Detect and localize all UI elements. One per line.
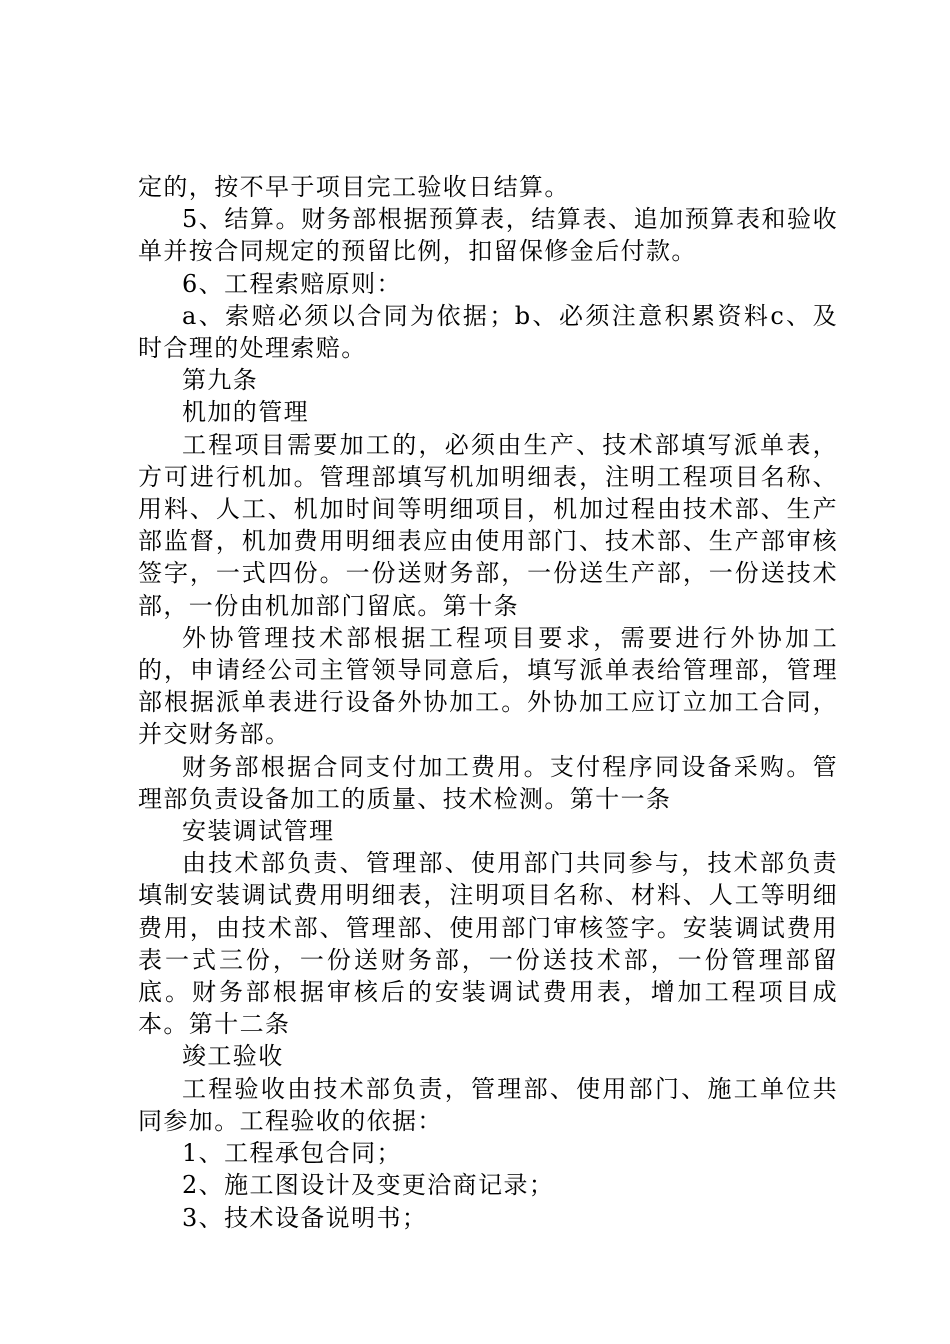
list-item-contract: 1、工程承包合同； [182, 1139, 402, 1168]
paragraph-installation-body: 由技术部负责、管理部、使用部门共同参与，技术部负责填制安装调试费用明细表，注明项目名称、材料、人工等明细费用，由技术部、管理部、使用部门审核签字。安装调试费用表一式三份，一份送财务部，一份送技术部，一份管理部留底。财务部根据审核后的安装调试费用表，增加工程项目成本。第十二条 [138, 849, 838, 1039]
list-item-equipment-manual: 3、技术设备说明书； [182, 1203, 428, 1232]
paragraph-claims-principles: a、索赔必须以合同为依据；b、必须注意积累资料c、及时合理的处理索赔。 [138, 301, 838, 363]
paragraph-item-5-settlement: 5、结算。财务部根据预算表，结算表、追加预算表和验收单并按合同规定的预留比例，扣留保修金后付款。 [138, 205, 838, 266]
paragraph-item-6-claims: 6、工程索赔原则： [182, 269, 402, 298]
section-title-completion-acceptance: 竣工验收 [182, 1042, 284, 1071]
section-title-installation: 安装调试管理 [182, 817, 335, 846]
paragraph-settlement-timing: 定的，按不早于项目完工验收日结算。 [138, 173, 570, 201]
list-item-design-changes: 2、施工图设计及变更洽商记录； [182, 1171, 555, 1200]
document-body [138, 171, 838, 1234]
article-heading-9: 第九条 [182, 366, 259, 395]
paragraph-acceptance-basis: 工程验收由技术部负责，管理部、使用部门、施工单位共同参加。工程验收的依据： [138, 1074, 838, 1135]
section-title-machining: 机加的管理 [182, 398, 309, 427]
paragraph-outsourcing: 外协管理技术部根据工程项目要求，需要进行外协加工的，申请经公司主管领导同意后，填写派单表给管理部，管理部根据派单表进行设备外协加工。外协加工应订立加工合同，并交财务部。 [138, 623, 838, 749]
paragraph-machining-body: 工程项目需要加工的，必须由生产、技术部填写派单表，方可进行机加。管理部填写机加明细表，注明工程项目名称、用料、人工、机加时间等明细项目，机加过程由技术部、生产部监督，机加费用明细表应由使用部门、技术部、生产部审核签字，一式四份。一份送财务部，一份送生产部，一份送技术部，一份由机加部门留底。第十条 [138, 430, 838, 620]
paragraph-finance-payment: 财务部根据合同支付加工费用。支付程序同设备采购。管理部负责设备加工的质量、技术检测。第十一条 [138, 752, 838, 813]
